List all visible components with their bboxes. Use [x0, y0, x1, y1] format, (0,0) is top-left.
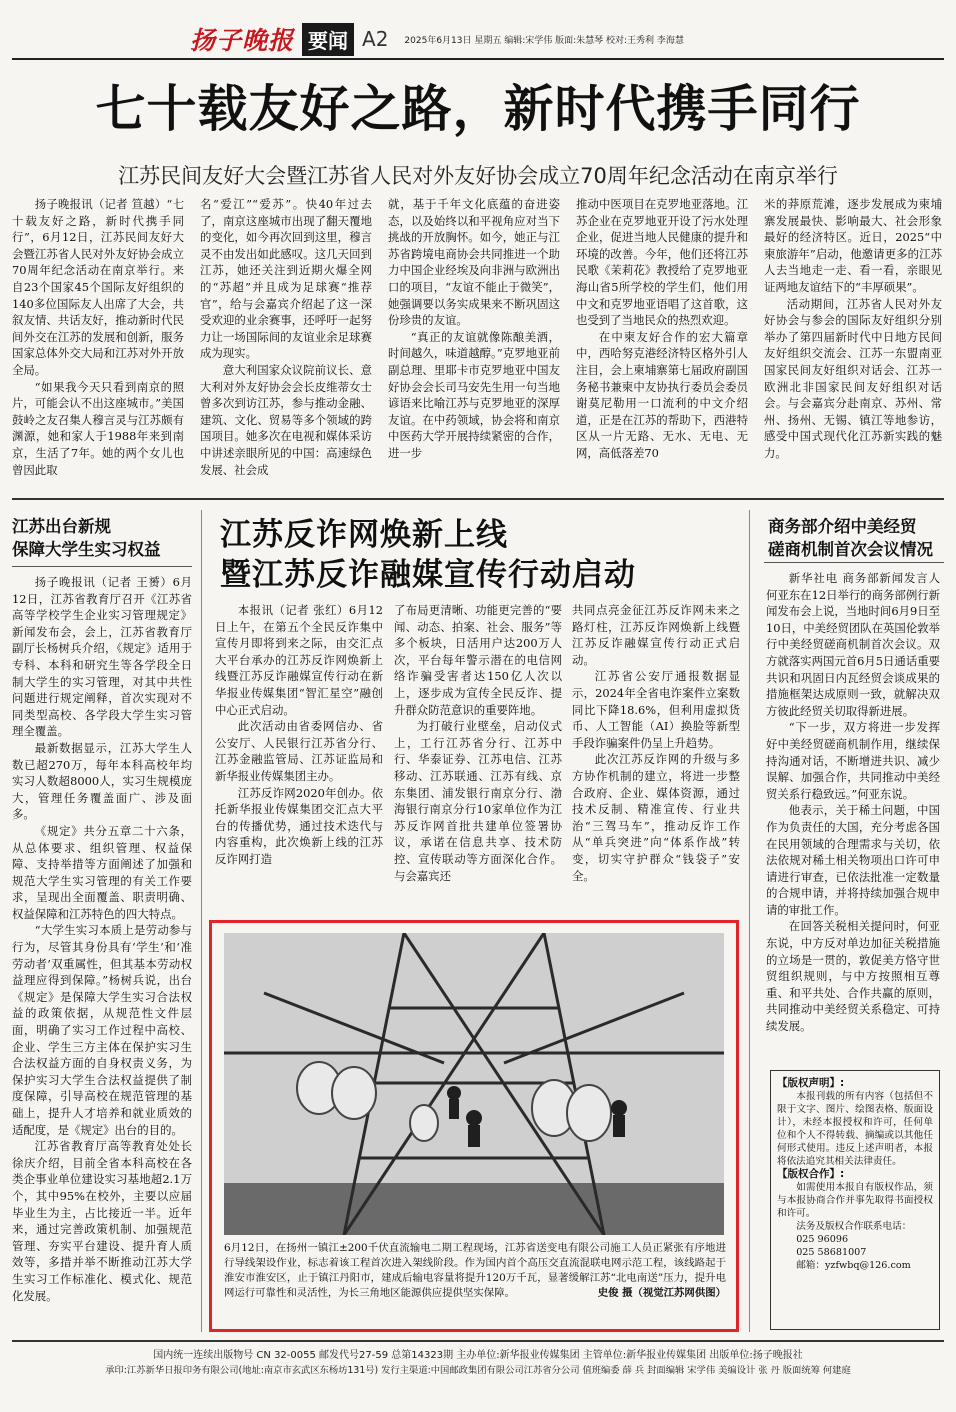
- photo-caption: [224, 1241, 726, 1301]
- left-story-title: [12, 515, 197, 561]
- lead-column-2: [200, 196, 372, 478]
- paragraph: 在回答关税相关提问时，何亚东说，中方反对单边加征关税措施的立场是一贯的，敦促美方恪守世贸组织规则，与中方按照相互尊重、和平共处、合作共赢的原则，共同推动中美经贸关系稳定、可持续发展。: [766, 919, 940, 1034]
- title-line: 磋商机制首次会议情况: [768, 540, 933, 559]
- footer-rule: [12, 1340, 944, 1342]
- photo-credit: 史俊 摄（视觉江苏网供图）: [597, 1287, 726, 1299]
- title-rule: [764, 562, 944, 563]
- lead-column-5: [764, 196, 942, 462]
- title-line: 商务部介绍中美经贸: [768, 517, 917, 536]
- lead-column-4: [576, 196, 748, 462]
- lead-column-3: [388, 196, 560, 462]
- paragraph: 本报讯（记者 张红）6月12日上午，在第五个全民反诈集中宣传月即将到来之际，由交汇点大平台承办的江苏反诈网焕新上线暨江苏反诈融媒宣传行动在新华报业传媒集团“智汇星空”融创中心正式启动。: [215, 603, 383, 717]
- copyright-text: 本报刊载的所有内容（包括但不限于文字、图片、绘图表格、版面设计），未经本报授权和许可，任何单位和个人不得转载、摘编或以其他任何形式使用。违反上述声明者，本报将依法追究其相关法律责任。: [777, 1091, 933, 1167]
- cooperation-text: 如需使用本报自有版权作品，须与本报协商合作并事先取得书面授权和许可。: [777, 1182, 933, 1219]
- lead-column-1: [12, 196, 184, 478]
- issue-info: 2025年6月13日 星期五 编辑:宋学伟 版面:朱慧琴 校对:王秀利 李海慧: [404, 35, 684, 46]
- mid-column-2: [394, 602, 562, 884]
- copyright-title: 【版权声明】:: [777, 1077, 845, 1089]
- tower-illustration: [224, 933, 724, 1235]
- paragraph: “大学生实习本质上是劳动参与行为，尽管其身份具有‘学生’和‘准劳动者’双重属性，但其基本劳动权益理应得到保障。”杨树兵说，出台《规定》是保障大学生实习合法权益的政策依据，从规范性文件层面，明确了实习工作过程中高校、企业、学生三方主体在保护实习生合法权益方面的自身权责义务，为保护实习大学生合法权益提供了制度保障，引导高校在规范管理的基础上，提升人才培养和就业质效的适配度，是《规定》出台的目的。: [12, 923, 192, 1137]
- paragraph: 就，基于千年文化底蕴的奋进姿态，以及始终以和平视角应对当下挑战的开放胸怀。如今，她正与江苏省跨境电商协会共同推进一个助力中国企业经埃及向非洲与欧洲出口的项目，“友谊不能止于微笑”，她强调要以务实成果来不断巩固这份珍贵的友谊。: [388, 197, 560, 328]
- paragraph: 他表示，关于稀土问题，中国作为负责任的大国，充分考虑各国在民用领域的合理需求与关切，依法依规对稀土相关物项出口许可申请进行审查，已依法批准一定数量的合规申请，并将持续加强合规申请的审批工作。: [766, 803, 940, 917]
- masthead: [190, 22, 684, 56]
- paragraph: 共同点亮金征江苏反诈网未来之路灯柱，江苏反诈网焕新上线暨江苏反诈融媒宣传行动正式启动。: [572, 603, 740, 667]
- paragraph: 名“爱江”“爱苏”。快40年过去了，南京这座城市出现了翻天覆地的变化，如今再次回到这里，穆言灵不由发出如此感叹。这几天回到江苏，她还关注到近期火爆全网的“苏超”并且成为足球赛“推荐官”，给与会嘉宾介绍起了这一深受欢迎的业余赛事，还呼吁一起努力让一场国际间的友谊业余足球赛成为现实。: [200, 197, 372, 361]
- phone-label: 法务及版权合作联系电话：: [796, 1221, 912, 1232]
- paragraph: “下一步，双方将进一步发挥好中美经贸磋商机制作用，继续保持沟通对话，不断增进共识、减少误解、加强合作，共同推动中美经贸关系行稳致远。”何亚东说。: [766, 720, 940, 801]
- title-rule: [12, 566, 192, 567]
- title-line: 保障大学生实习权益: [12, 540, 161, 559]
- paragraph: 江苏省教育厅高等教育处处长徐庆介绍，目前全省本科高校在各类企事业单位建设实习基地超2.1万个，其中95%在校外，主要以应届毕业生为主，占比接近一半。近年来，通过完善政策机制、加强规范管理、夯实平台建设、提升育人质效等，多措并举不断推动江苏大学生实习工作标准化、模式化、规范化发展。: [12, 1139, 192, 1303]
- right-story-body: [766, 570, 940, 1035]
- paragraph: 活动期间，江苏省人民对外友好协会与参会的国际友好组织分别举办了第四届新时代中日地方民间友好组织交流会、江苏一东盟南亚国家民间友好组织对话会、江苏一欧洲北非国家民间友好组织对话会。与会嘉宾分赴南京、苏州、常州、扬州、无锡、镇江等地参访，感受中国式现代化江苏新实践的魅力。: [764, 296, 942, 460]
- paragraph: 了布局更清晰、功能更完善的“要闻、动态、拍案、社会、服务”等多个板块，日活用户达200万人次，平台每年警示潜在的电信网络诈骗受害者达150亿人次以上，逐步成为宣传全民反诈、提升群众防范意识的重要阵地。: [394, 603, 562, 717]
- paragraph: 为打破行业壁垒，启动仪式上，工行江苏省分行、江苏中行、华泰证券、江苏电信、江苏移动、江苏联通、江苏有线、京东集团、浦发银行南京分行、渤海银行南京分行10家单位作为江苏反诈网首批共建单位签署协议，承诺在信息共享、技术防控、宣传联动等方面深化合作。与会嘉宾还: [394, 719, 562, 883]
- cooperation-title: 【版权合作】:: [777, 1168, 845, 1180]
- email: 邮箱：yzfwbq@126.com: [796, 1260, 911, 1271]
- paragraph: 扬子晚报讯（记者 笪越）“七十载友好之路，新时代携手同行”，6月12日，江苏民间友好大会暨江苏省人民对外友好协会成立70周年纪念活动在南京举行。来自23个国家45个国际友好组织的140多位国际友人出席了大会，共叙友情、共话友好，推动新时代民间外交在江苏的发展和创新，服务国家总体外交大局和江苏对外开放全局。: [12, 197, 184, 377]
- paragraph: “如果我今天只看到南京的照片，可能会认不出这座城市。”美国鼓岭之友召集人穆言灵与江苏颇有渊源，她和家人于1988年来到南京，生活了7年。她的两个女儿也曾因此取: [12, 379, 184, 477]
- paragraph: 新华社电 商务部新闻发言人何亚东在12日举行的商务部例行新闻发布会上说，当地时间6月9日至10日，中美经贸团队在英国伦敦举行中美经贸磋商机制首次会议。双方就落实两国元首6月5日通话重要共识和巩固日内瓦经贸会谈成果的措施框架达成原则一致，就解决双方彼此经贸关切取得新进展。: [766, 571, 940, 718]
- paragraph: 《规定》共分五章二十六条，从总体要求、组织管理、权益保障、支持举措等方面阐述了加强和规范大学生实习管理的有关工作要求，呈现出全面覆盖、职责明确、权益保障和江苏特色的四大特点。: [12, 823, 192, 921]
- paragraph: 意大利国家众议院前议长、意大利对外友好协会会长皮维蒂女士曾多次到访江苏，参与推动金融、建筑、文化、贸易等多个领域的跨国项目。她多次在电视和媒体采访中讲述亲眼所见的中国：高速绿色发展、社会成: [200, 362, 372, 477]
- lead-subhead: 江苏民间友好大会暨江苏省人民对外友好协会成立70周年纪念活动在南京举行: [118, 164, 838, 188]
- column-divider: [749, 510, 750, 1332]
- title-line: 暨江苏反诈融媒宣传行动启动: [220, 557, 636, 593]
- left-story-body: [12, 574, 192, 1304]
- header-rule: [12, 58, 944, 60]
- section-label: 要闻: [302, 23, 354, 56]
- paragraph: 米的莽原荒滩，逐步发展成为柬埔寨发展最快、影响最大、社会形象最好的经济特区。近日，2025“中柬旅游年”启动，他邀请更多的江苏人去当地走一走、看一看，亲眼见证两地友谊结下的“丰厚硕果”。: [764, 197, 942, 294]
- transmission-tower-photo: [224, 933, 724, 1235]
- section-divider: [12, 498, 944, 500]
- mid-column-1: [215, 602, 383, 868]
- paragraph: 江苏反诈网2020年创办。依托新华报业传媒集团交汇点大平台的传播优势，通过技术迭代与内容重构，此次焕新上线的江苏反诈网打造: [215, 785, 383, 866]
- newspaper-logo: 扬子晚报: [190, 26, 295, 55]
- photo-block: [209, 920, 739, 1332]
- title-line: 江苏反诈网焕新上线: [220, 517, 508, 553]
- footer-line-2: 承印:江苏新华日报印务有限公司(地址:南京市玄武区东杨坊131号) 发行主渠道:中国邮政集团有限公司江苏省分公司 值班编委 薛 兵 封面编辑 宋学伟 美编设计 张 丹 版面统筹 何建庭: [105, 1365, 851, 1376]
- copyright-box: [770, 1070, 940, 1330]
- right-story-title: [768, 515, 948, 561]
- phone-number: 025 58681007: [796, 1247, 867, 1258]
- paragraph: “真正的友谊就像陈酿美酒，时间越久，味道越醇。”克罗地亚前副总理、里耶卡市克罗地亚中国友好协会会长司马安先生用一句当地谚语来比喻江苏与克罗地亚的深厚友谊。在中药领域，协会将和南京中医药大学开展持续紧密的合作，进一步: [388, 329, 560, 460]
- mid-column-3: [572, 602, 740, 884]
- paragraph: 此次活动由省委网信办、省公安厅、人民银行江苏省分行、江苏金融监管局、江苏证监局和新华报业传媒集团主办。: [215, 719, 383, 783]
- mid-story-title: [220, 515, 740, 595]
- lead-headline: 七十载友好之路，新时代携手同行: [95, 79, 861, 138]
- footer-line-1: 国内统一连续出版物号 CN 32-0055 邮发代号27-59 总第14323期 主办单位:新华报业传媒集团 主管单位:新华报业传媒集团 出版单位:扬子晚报社: [153, 1350, 803, 1361]
- page-number: A2: [362, 27, 389, 51]
- paragraph: 此次江苏反诈网的升级与多方协作机制的建立，将进一步整合政府、企业、媒体资源，通过技术反制、精准宣传、行业共治“三驾马车”，推动反诈工作从“单兵突进”向“体系作战”转变，切实守护群众“钱袋子”安全。: [572, 752, 740, 883]
- paragraph: 最新数据显示，江苏大学生人数已超270万，每年本科高校年均实习人数超8000人，实习生规模庞大，管理任务覆盖面广、涉及面多。: [12, 740, 192, 822]
- phone-number: 025 96096: [796, 1234, 849, 1245]
- paragraph: 江苏省公安厅通报数据显示，2024年全省电诈案件立案数同比下降18.6%，但利用虚拟货币、人工智能（AI）换脸等新型手段诈骗案件仍呈上升趋势。: [572, 669, 740, 750]
- title-line: 江苏出台新规: [12, 517, 111, 536]
- paragraph: 推动中医项目在克罗地亚落地。江苏企业在克罗地亚开设了污水处理企业，促进当地人民健康的提升和环境的改善。今年，他们还将江苏民歌《茉莉花》教授给了克罗地亚海山省5所学校的学生们，他们用中文和克罗地亚语唱了这首歌，这也受到了当地民众的热烈欢迎。: [576, 197, 748, 328]
- paragraph: 扬子晚报讯（记者 王赟）6月12日，江苏省教育厅召开《江苏省高等学校学生企业实习管理规定》新闻发布会，会上，江苏省教育厅副厅长杨树兵介绍，《规定》适用于专科、本科和研究生等各学段全日制大学生的实习管理，对其中共性问题进行规定阐释，首次实现对不同类型高校、各学段大学生实习管理全覆盖。: [12, 575, 192, 739]
- paragraph: 在中柬友好合作的宏大篇章中，西哈努克港经济特区格外引人注目，会上柬埔寨第七届政府副国务秘书兼柬中友协执行委员会委员谢莫尼勒用一口流利的中文介绍道，正是在江苏的帮助下，西港特区从一片无路、无水、无电、无网，高低落差70: [576, 329, 748, 460]
- caption-text: 6月12日，在扬州一镇江±200千伏直流输电二期工程现场，江苏省送变电有限公司施工人员正紧张有序地进行导线架设作业，标志着该工程首次进入架线阶段。作为国内首个高压交直流混联电网示范工程，该线路起于淮安市淮安区，止于镇江丹阳市，建成后输电容量将提升120万千瓦，显著缓解江苏“北电南送”压力，提升电网运行可靠性和灵活性，为长三角地区能源供应提供坚实保障。: [224, 1242, 726, 1299]
- column-divider: [201, 510, 202, 1332]
